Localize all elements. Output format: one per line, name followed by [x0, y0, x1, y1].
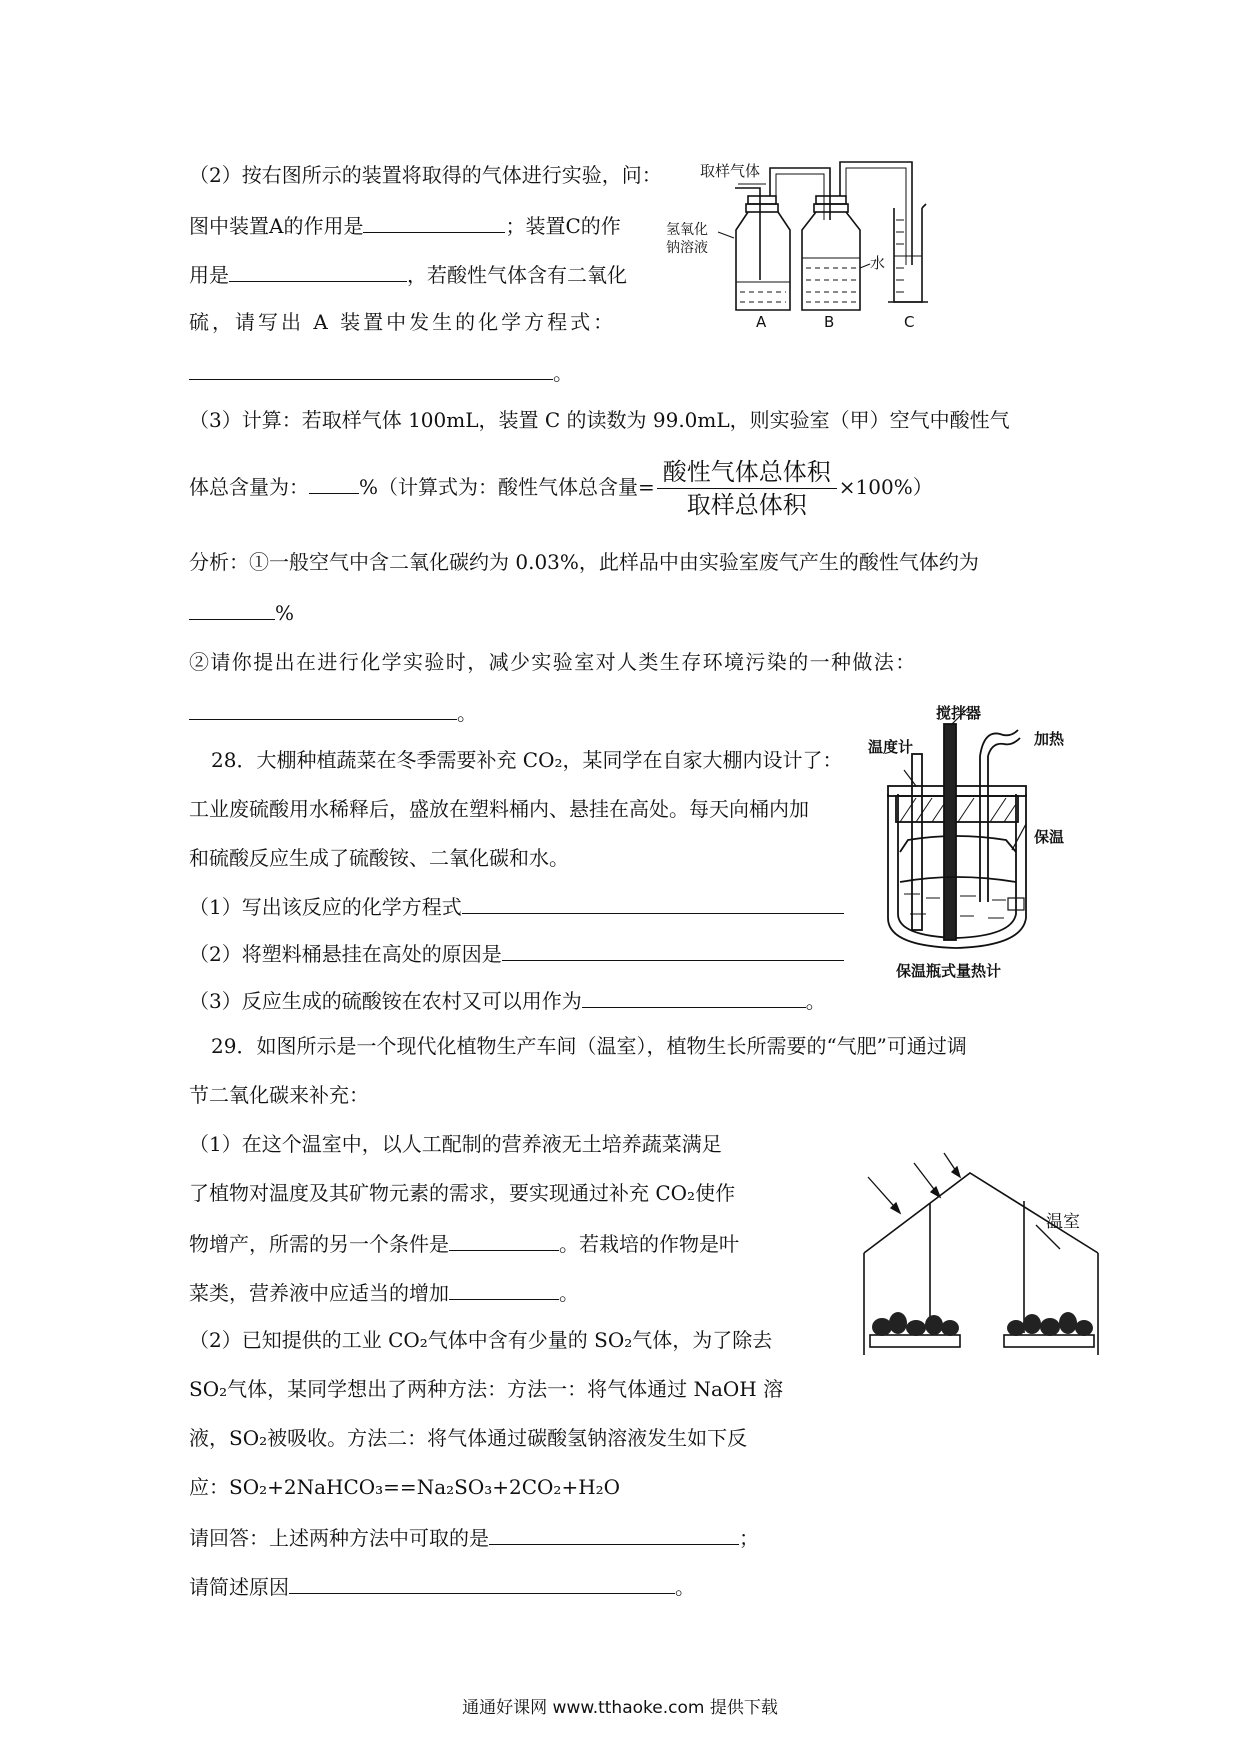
answer-blank[interactable] [462, 891, 844, 914]
q28-sub2: （2）将塑料桶悬挂在高处的原因是 [189, 938, 844, 968]
q27-part2-line2: 图中装置A的作用是 ；装置C的作 [189, 210, 621, 240]
q27-part3-line2: 体总含量为： %（计算式为：酸性气体总含量= $\frac{\text{酸性气体总体积}}{\text{取样总体积}}$ ×100%） [189, 458, 933, 519]
gas-apparatus-figure [666, 160, 1050, 331]
greenhouse-figure [860, 1145, 1110, 1365]
q29-p1-line4: 菜类，营养液中应适当的增加 。 [189, 1277, 579, 1307]
q27-part2-line5: 。 [189, 357, 573, 387]
q29-p1-line3: 物增产，所需的另一个条件是 。若栽培的作物是叶 [189, 1228, 739, 1258]
answer-blank[interactable] [289, 1571, 675, 1594]
formula-fraction: $\frac{\text{酸性气体总体积}}{\text{取样总体积}}$ [657, 458, 837, 519]
answer-blank[interactable] [309, 471, 359, 494]
q29-p1-line1: （1）在这个温室中，以人工配制的营养液无土培养蔬菜满足 [189, 1132, 722, 1156]
label-greenhouse: 温室 [1046, 1212, 1080, 1232]
answer-blank[interactable] [502, 938, 844, 961]
page-footer: 通通好课网 www.tthaoke.com 提供下载 [462, 1698, 778, 1718]
q28-line3: 和硫酸反应生成了硫酸铵、二氧化碳和水。 [189, 846, 569, 870]
calorimeter-caption: 保温瓶式量热计 [896, 962, 1002, 980]
label-c: C [904, 313, 915, 331]
label-heating: 加热 [1034, 730, 1065, 748]
q29-p2-line3: 液，SO₂被吸收。方法二：将气体通过碳酸氢钠溶液发生如下反 [189, 1426, 748, 1450]
q29-p2-line4: 应：SO₂+2NaHCO₃==Na₂SO₃+2CO₂+H₂O [189, 1475, 621, 1499]
answer-blank[interactable] [449, 1277, 559, 1300]
q27-part2-line4: 硫，请写出 A 装置中发生的化学方程式： [189, 310, 617, 334]
q29-p2-line2: SO₂气体，某同学想出了两种方法：方法一：将气体通过 NaOH 溶 [189, 1377, 784, 1401]
label-b: B [824, 313, 835, 331]
answer-blank[interactable] [489, 1522, 739, 1545]
q27-analysis-line2: ②请你提出在进行化学实验时，减少实验室对人类生存环境污染的一种做法： [189, 650, 917, 674]
q28-sub3: （3）反应生成的硫酸铵在农村又可以用作为 。 [189, 985, 826, 1015]
q27-part2-line1: （2）按右图所示的装置将取得的气体进行实验，问： [189, 163, 662, 187]
q28-line2: 工业废硫酸用水稀释后，盛放在塑料桶内、悬挂在高处。每天向桶内加 [189, 797, 809, 821]
answer-blank[interactable] [189, 697, 457, 720]
calorimeter-figure [860, 702, 1090, 982]
q29-answer-line1: 请回答：上述两种方法中可取的是 ； [189, 1522, 759, 1552]
answer-blank[interactable] [363, 210, 505, 233]
q29-line2: 节二氧化碳来补充： [189, 1083, 369, 1107]
answer-blank[interactable] [229, 259, 407, 282]
answer-blank[interactable] [449, 1228, 559, 1251]
label-sample-gas: 取样气体 [700, 162, 761, 180]
q29-p1-line2: 了植物对温度及其矿物元素的需求，要实现通过补充 CO₂使作 [189, 1181, 736, 1205]
q28-sub1: （1）写出该反应的化学方程式 [189, 891, 844, 921]
answer-blank[interactable] [189, 357, 553, 380]
q27-part3-line1: （3）计算：若取样气体 100mL，装置 C 的读数为 99.0mL，则实验室（甲）空气中酸性气 [189, 408, 1010, 432]
q29-line1: 29．如图所示是一个现代化植物生产车间（温室），植物生长所需要的“气肥”可通过调 [211, 1034, 967, 1058]
label-thermometer: 温度计 [868, 738, 914, 756]
answer-blank[interactable] [582, 985, 806, 1008]
label-a: A [756, 313, 767, 331]
q27-analysis-line1: 分析：①一般空气中含二氧化碳约为 0.03%，此样品中由实验室废气产生的酸性气体约为 [189, 550, 979, 574]
label-naoh-1: 氢氧化 [666, 222, 708, 238]
q27-analysis-line2-blank: 。 [189, 697, 477, 727]
label-water: 水 [870, 254, 886, 272]
label-stirrer: 搅拌器 [936, 704, 982, 722]
answer-blank[interactable] [189, 597, 275, 620]
q29-answer-line2: 请简述原因 。 [189, 1571, 695, 1601]
q29-p2-line1: （2）已知提供的工业 CO₂气体中含有少量的 SO₂气体，为了除去 [189, 1328, 773, 1352]
q28-line1: 28．大棚种植蔬菜在冬季需要补充 CO₂，某同学在自家大棚内设计了： [211, 748, 843, 772]
q27-analysis-line1-blank: % [189, 597, 294, 627]
q27-part2-line3: 用是 ，若酸性气体含有二氧化 [189, 259, 627, 289]
label-insulation: 保温 [1034, 828, 1065, 846]
label-naoh-2: 钠溶液 [666, 240, 708, 256]
